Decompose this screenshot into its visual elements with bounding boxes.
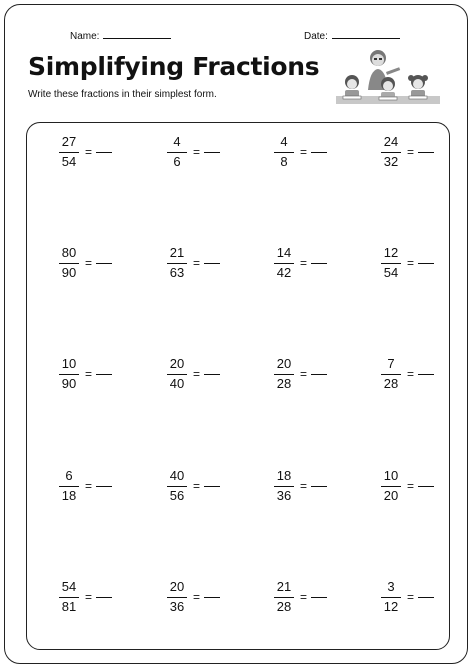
- answer-blank[interactable]: [311, 152, 327, 153]
- fraction-problem: [380, 135, 434, 169]
- equals-sign: =: [193, 145, 201, 159]
- fraction: [273, 580, 295, 614]
- fraction: [58, 469, 80, 503]
- fraction: [380, 135, 402, 169]
- answer-blank[interactable]: [311, 597, 327, 598]
- fraction: [166, 246, 188, 280]
- fraction-problem: [58, 357, 112, 391]
- name-field[interactable]: [70, 31, 171, 42]
- equals-sign: =: [300, 367, 308, 381]
- denominator: 8: [280, 154, 288, 169]
- numerator: 6: [65, 468, 73, 483]
- date-field[interactable]: [304, 31, 400, 42]
- answer-blank[interactable]: [96, 374, 112, 375]
- numerator: 20: [169, 356, 185, 371]
- teacher-and-students-icon: [330, 44, 442, 110]
- fraction: [58, 135, 80, 169]
- fraction: [273, 357, 295, 391]
- equals-sign: =: [300, 479, 308, 493]
- denominator: 63: [169, 265, 185, 280]
- equals-sign: =: [193, 256, 201, 270]
- denominator: 28: [276, 376, 292, 391]
- fraction: [166, 469, 188, 503]
- equals-sign: =: [193, 479, 201, 493]
- equals-sign: =: [193, 367, 201, 381]
- answer-blank[interactable]: [204, 486, 220, 487]
- numerator: 18: [276, 468, 292, 483]
- fraction-bar: [59, 263, 79, 264]
- equals-sign: =: [193, 590, 201, 604]
- fraction-bar: [167, 597, 187, 598]
- answer-blank[interactable]: [204, 374, 220, 375]
- denominator: 42: [276, 265, 292, 280]
- fraction-bar: [381, 486, 401, 487]
- fraction-bar: [167, 374, 187, 375]
- denominator: 6: [173, 154, 181, 169]
- equals-sign: =: [300, 590, 308, 604]
- fraction: [273, 246, 295, 280]
- fraction-bar: [274, 374, 294, 375]
- date-line[interactable]: [332, 37, 400, 39]
- fraction-problem: [273, 469, 327, 503]
- answer-blank[interactable]: [311, 374, 327, 375]
- answer-blank[interactable]: [96, 486, 112, 487]
- denominator: 18: [61, 488, 77, 503]
- answer-blank[interactable]: [311, 486, 327, 487]
- date-label: Date:: [304, 31, 328, 42]
- denominator: 90: [61, 376, 77, 391]
- fraction-bar: [59, 374, 79, 375]
- numerator: 4: [280, 134, 288, 149]
- numerator: 21: [276, 579, 292, 594]
- equals-sign: =: [407, 367, 415, 381]
- denominator: 36: [169, 599, 185, 614]
- denominator: 40: [169, 376, 185, 391]
- answer-blank[interactable]: [418, 486, 434, 487]
- fraction-problem: [166, 357, 220, 391]
- numerator: 7: [387, 356, 395, 371]
- numerator: 10: [383, 468, 399, 483]
- denominator: 32: [383, 154, 399, 169]
- answer-blank[interactable]: [311, 263, 327, 264]
- fraction-problem: [273, 135, 327, 169]
- fraction-problem: [380, 357, 434, 391]
- answer-blank[interactable]: [204, 263, 220, 264]
- answer-blank[interactable]: [418, 597, 434, 598]
- fraction: [166, 135, 188, 169]
- fraction-bar: [381, 152, 401, 153]
- numerator: 54: [61, 579, 77, 594]
- equals-sign: =: [407, 145, 415, 159]
- fraction-problem: [380, 580, 434, 614]
- equals-sign: =: [300, 256, 308, 270]
- numerator: 14: [276, 245, 292, 260]
- fraction: [166, 580, 188, 614]
- fraction: [58, 246, 80, 280]
- fraction-bar: [381, 263, 401, 264]
- equals-sign: =: [407, 479, 415, 493]
- fraction-bar: [167, 486, 187, 487]
- equals-sign: =: [407, 590, 415, 604]
- equals-sign: =: [85, 367, 93, 381]
- fraction: [273, 135, 295, 169]
- answer-blank[interactable]: [204, 152, 220, 153]
- name-label: Name:: [70, 31, 100, 42]
- answer-blank[interactable]: [204, 597, 220, 598]
- numerator: 20: [276, 356, 292, 371]
- denominator: 28: [276, 599, 292, 614]
- fraction-problem: [166, 580, 220, 614]
- fraction-problem: [273, 580, 327, 614]
- answer-blank[interactable]: [418, 152, 434, 153]
- fraction-problem: [58, 580, 112, 614]
- numerator: 40: [169, 468, 185, 483]
- denominator: 56: [169, 488, 185, 503]
- fraction-problem: [166, 135, 220, 169]
- name-line[interactable]: [103, 37, 171, 39]
- equals-sign: =: [407, 256, 415, 270]
- fraction-bar: [59, 486, 79, 487]
- instruction-text: Write these fractions in their simplest form.: [28, 89, 217, 100]
- fraction: [58, 357, 80, 391]
- answer-blank[interactable]: [418, 374, 434, 375]
- denominator: 20: [383, 488, 399, 503]
- fraction: [58, 580, 80, 614]
- answer-blank[interactable]: [96, 597, 112, 598]
- answer-blank[interactable]: [96, 263, 112, 264]
- fraction-problem: [380, 246, 434, 280]
- equals-sign: =: [300, 145, 308, 159]
- fraction: [166, 357, 188, 391]
- denominator: 81: [61, 599, 77, 614]
- fraction-bar: [274, 263, 294, 264]
- denominator: 12: [383, 599, 399, 614]
- denominator: 36: [276, 488, 292, 503]
- denominator: 54: [383, 265, 399, 280]
- fraction: [380, 580, 402, 614]
- fraction-problem: [58, 246, 112, 280]
- numerator: 4: [173, 134, 181, 149]
- fraction-problem: [58, 135, 112, 169]
- fraction-problem: [380, 469, 434, 503]
- fraction: [380, 357, 402, 391]
- answer-blank[interactable]: [418, 263, 434, 264]
- page-title: Simplifying Fractions: [28, 52, 320, 81]
- answer-blank[interactable]: [96, 152, 112, 153]
- numerator: 21: [169, 245, 185, 260]
- fraction-problem: [273, 357, 327, 391]
- equals-sign: =: [85, 256, 93, 270]
- fraction-problem: [273, 246, 327, 280]
- fraction-bar: [274, 597, 294, 598]
- fraction-problem: [58, 469, 112, 503]
- numerator: 80: [61, 245, 77, 260]
- fraction: [273, 469, 295, 503]
- numerator: 27: [61, 134, 77, 149]
- equals-sign: =: [85, 479, 93, 493]
- fraction-bar: [167, 263, 187, 264]
- fraction-bar: [167, 152, 187, 153]
- fraction-bar: [381, 597, 401, 598]
- fraction: [380, 246, 402, 280]
- numerator: 24: [383, 134, 399, 149]
- numerator: 10: [61, 356, 77, 371]
- denominator: 28: [383, 376, 399, 391]
- equals-sign: =: [85, 590, 93, 604]
- fraction-problem: [166, 469, 220, 503]
- fraction-bar: [274, 152, 294, 153]
- numerator: 3: [387, 579, 395, 594]
- denominator: 54: [61, 154, 77, 169]
- equals-sign: =: [85, 145, 93, 159]
- fraction-problem: [166, 246, 220, 280]
- numerator: 20: [169, 579, 185, 594]
- fraction-bar: [381, 374, 401, 375]
- fraction: [380, 469, 402, 503]
- fraction-bar: [274, 486, 294, 487]
- fraction-bar: [59, 152, 79, 153]
- denominator: 90: [61, 265, 77, 280]
- numerator: 12: [383, 245, 399, 260]
- fraction-bar: [59, 597, 79, 598]
